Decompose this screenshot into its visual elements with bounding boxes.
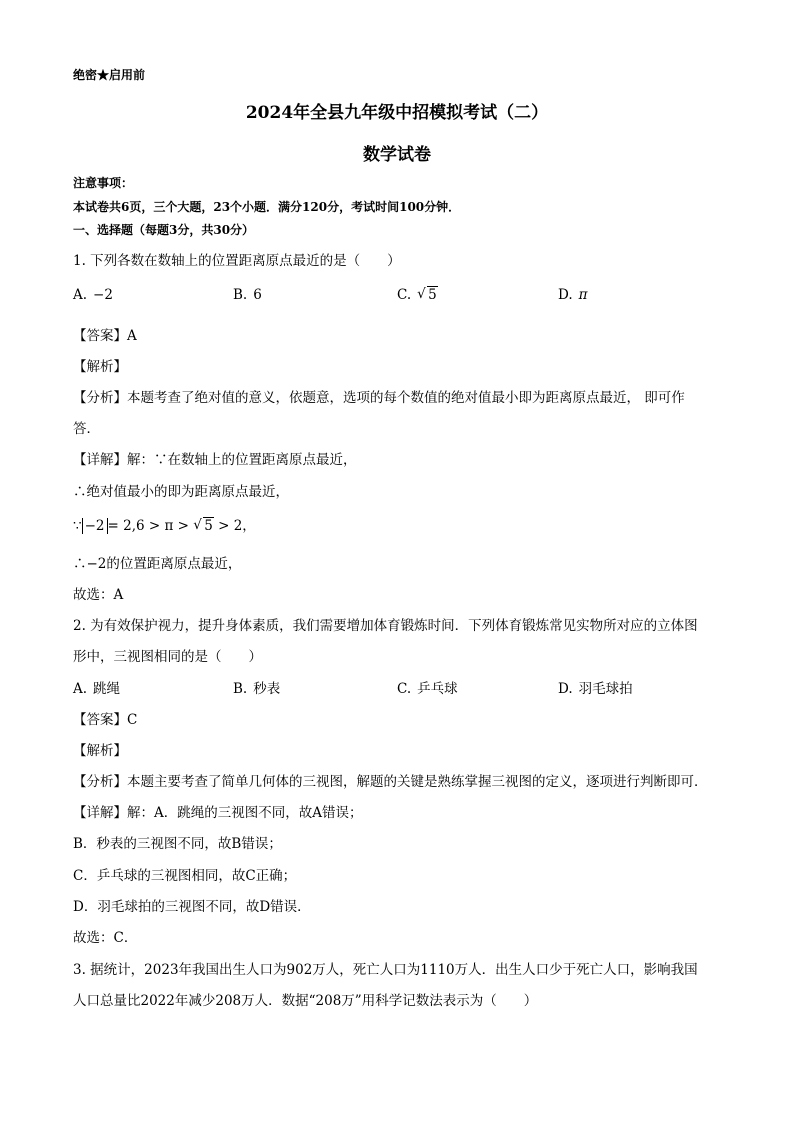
notice-body: 本试卷共6页，三个大题，23个小题．满分120分，考试时间100分钟． — [73, 200, 461, 214]
q1-answer: 【答案】A — [73, 328, 137, 344]
option-text: 跳绳 — [93, 681, 121, 697]
option-letter: B. — [233, 287, 248, 303]
q2-xiangjie-c: C．乒乓球的三视图相同，故C正确； — [73, 868, 297, 884]
option-text: −2 — [93, 287, 113, 303]
option-letter: A. — [73, 681, 88, 697]
q3-stem-line1: 3. 据统计，2023年我国出生人口为902万人，死亡人口为1110万人．出生人口少于死亡人口，影响我国 — [73, 962, 698, 978]
q2-xiangjie-a: 【详解】解：A．跳绳的三视图不同，故A错误； — [73, 805, 363, 821]
q1-option-b — [233, 287, 262, 303]
section-heading: 一、选择题（每题3分，共30分） — [73, 223, 255, 237]
q1-fenxi-line1: 【分析】本题考查了绝对值的意义，依题意，选项的每个数值的绝对值最小即为距离原点最近， 即可作 — [73, 390, 685, 406]
sqrt-expression — [193, 518, 214, 534]
q2-stem-line2: 形中，三视图相同的是（ ） — [73, 649, 262, 665]
q2-choose: 故选：C． — [73, 930, 138, 946]
formula-chain: = 2,6 > π > — [107, 518, 194, 534]
q1-choose: 故选：A — [73, 587, 124, 603]
option-text: 6 — [253, 287, 262, 303]
q1-stem: 1. 下列各数在数轴上的位置距离原点最近的是（ ） — [73, 253, 401, 269]
subject-title: 数学试卷 — [363, 145, 431, 165]
q2-analysis-tag: 【解析】 — [73, 743, 127, 759]
q1-option-a — [73, 287, 113, 303]
sqrt-value: 5 — [204, 518, 213, 534]
q3-stem-line2: 人口总量比2022年减少208万人．数据“208万”用科学记数法表示为（ ） — [73, 993, 538, 1009]
exam-title: 2024年全县九年级中招模拟考试（二） — [245, 103, 549, 123]
q2-fenxi: 【分析】本题主要考查了简单几何体的三视图，解题的关键是熟练掌握三视图的定义，逐项进行判断即可． — [73, 774, 708, 790]
sqrt-expression — [417, 287, 438, 303]
secret-mark: 绝密★启用前 — [73, 68, 146, 82]
notice-heading: 注意事项： — [73, 176, 134, 190]
q1-option-d — [558, 287, 588, 303]
option-letter: D. — [558, 681, 573, 697]
q1-formula — [73, 514, 256, 534]
option-letter: B. — [233, 681, 248, 697]
option-text: 秒表 — [253, 681, 281, 697]
option-letter: C. — [397, 681, 412, 697]
option-text: 乒乓球 — [417, 681, 458, 697]
q2-option-d — [558, 677, 633, 697]
q2-xiangjie-d: D．羽毛球拍的三视图不同，故D错误． — [73, 899, 311, 915]
q2-option-b — [233, 677, 280, 697]
q2-stem-line1: 2. 为有效保护视力，提升身体素质，我们需要增加体育锻炼时间．下列体育锻炼常见实物所对应的立体图 — [73, 618, 698, 634]
formula-tail: > 2， — [213, 518, 256, 534]
absolute-value: −2 — [82, 518, 108, 534]
q1-xiangjie-line4: ∴−2的位置距离原点最近， — [73, 556, 242, 572]
option-text: 5 — [428, 287, 437, 303]
because-symbol: ∵ — [73, 518, 82, 534]
q2-answer: 【答案】C — [73, 712, 138, 728]
q1-xiangjie-line2: ∴绝对值最小的即为距离原点最近， — [73, 484, 289, 500]
q2-option-c — [397, 677, 458, 697]
q1-option-c — [397, 287, 438, 303]
q1-analysis-tag: 【解析】 — [73, 359, 127, 375]
option-letter: C. — [397, 287, 412, 303]
option-text: 羽毛球拍 — [578, 681, 633, 697]
option-letter: D. — [558, 287, 573, 303]
option-letter: A. — [73, 287, 88, 303]
q1-xiangjie-line1: 【详解】解：∵在数轴上的位置距离原点最近， — [73, 452, 357, 468]
q1-fenxi-line2: 答． — [73, 421, 100, 437]
q2-xiangjie-b: B．秒表的三视图不同，故B错误； — [73, 836, 282, 852]
q2-option-a — [73, 677, 120, 697]
option-text: π — [578, 287, 588, 303]
